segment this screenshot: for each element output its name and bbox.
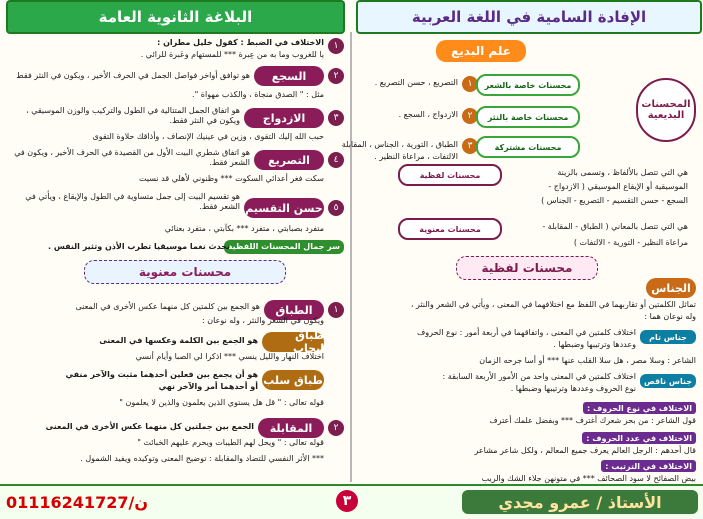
lafziya-section-title: محسنات لفظية <box>456 256 598 280</box>
lafziya-label: محسنات لفظية <box>398 164 502 186</box>
branch3-number: ٣ <box>462 138 478 154</box>
tam-text: اختلاف كلمتين في المعنى ، واتفاقهما في أربعة أمور : نوع الحروف <box>417 328 636 337</box>
center-node <box>636 78 696 142</box>
diff2-example: قال أحدهم : الرجل العالم يعرف جميع المعالم ، ولكل شاعر مشاعر <box>474 446 696 455</box>
tam-example: الشاعر : وسلا مصر ، هل سلا القلب عنها *** أو أسا جرحه الزمان <box>479 356 696 365</box>
branch3-label: محسنات مشتركة <box>476 136 580 158</box>
muqabala-example: قوله تعالى : " ويحل لهم الطيبات ويحرم عليهم الخبائث " <box>137 438 324 447</box>
tibaq-text2: ويكون في الشعر والنثر ، وله نوعان : <box>202 316 324 325</box>
secret-label: سر جمال المحسنات اللفظية <box>224 240 344 254</box>
ijab-text: هو الجمع بين الكلمة وعكسها في المعنى <box>99 336 258 345</box>
tam-label: جناس تام <box>640 330 696 344</box>
naqis-label: جناس ناقص <box>640 374 696 388</box>
izdiwaj-text: هو اتفاق الجمل المتتالية في الطول والتركيب والوزن الموسيقي ، ويكون في النثر فقط. <box>26 106 240 125</box>
author-name: الأستاذ / عمرو مجدي <box>462 490 698 514</box>
muqabala-title: المقابلة <box>258 418 324 438</box>
center-node-label: المحسنات البديعية <box>641 99 691 121</box>
tibaq-number: ١ <box>328 302 344 318</box>
muqabala-number: ٢ <box>328 420 344 436</box>
muqabala-effect: *** الأثر النفسي للتضاد والمقابلة : توضيح المعنى وتوكيده ويفيد الشمول . <box>80 454 324 463</box>
taqsim-title: حسن التقسيم <box>244 198 324 218</box>
ijab-example: اختلاف النهار والليل ينسي *** اذكرا لي الصبا وأيام أنسي <box>135 352 324 361</box>
tasri-example: سكت فغر أعدائي السكوت *** وظنوني لأهلي قد نسيت <box>138 174 324 183</box>
jinas-title: الجناس <box>646 278 696 298</box>
ijab-title: طباق إيجاب <box>262 332 324 352</box>
branch1-text: التصريع ، حسن التصريع . <box>374 78 458 87</box>
column-divider <box>350 32 352 482</box>
left-banner <box>6 0 345 34</box>
branch1-number: ١ <box>462 76 478 92</box>
tibaq-title: الطباق <box>264 300 324 320</box>
taqsim-text: هو تقسيم البيت إلى جمل متساوية في الطول والإيقاع ، ويأتي في الشعر فقط. <box>25 192 240 211</box>
diff1-title: الاختلاف في نوع الحروف : <box>583 402 696 414</box>
salb-text2: أو أحدهما أمر والآخر نهي <box>158 382 258 391</box>
branch1-label: محسنات خاصة بالشعر <box>476 74 580 96</box>
branch2-number: ٢ <box>462 108 478 124</box>
jinas-types: وله نوعان هما : <box>644 312 696 321</box>
maanawiya-label: محسنات معنوية <box>398 218 502 240</box>
saj-title: السجع <box>254 66 324 86</box>
item-number: ١ <box>328 38 344 54</box>
diff2-title: الاختلاف في عدد الحروف : <box>582 432 696 444</box>
naqis-text: اختلاف كلمتين في المعنى واحد من الأمور الأربعة السابقة : <box>442 372 636 381</box>
salb-title: طباق سلب <box>262 370 324 390</box>
right-banner <box>356 0 702 34</box>
lafziya-def: هي التي تتصل بالألفاظ ، وتسمى بالزينة <box>557 168 688 177</box>
lafziya-list: السجع - حسن التقسيم - التصريع - الجناس ) <box>541 196 688 205</box>
saj-number: ٢ <box>328 68 344 84</box>
salb-example: قوله تعالى : " قل هل يستوي الذين يعلمون والذين لا يعلمون " <box>119 398 324 407</box>
tam-text2: وعددها وترتيبها وضبطها . <box>553 340 636 349</box>
izdiwaj-title: الازدواج <box>244 108 324 128</box>
taqsim-example: متفرد بصبابتي ، متفرد *** بكآبتي ، متفرد بعنائي <box>164 224 324 233</box>
tasri-title: التصريع <box>254 150 324 170</box>
naqis-text2: نوع الحروف وعددها وترتيبها وضبطها . <box>510 384 636 393</box>
branch2-label: محسنات خاصة بالنثر <box>476 106 580 128</box>
tasri-number: ٤ <box>328 152 344 168</box>
left-column <box>6 34 346 480</box>
taqsim-number: ٥ <box>328 200 344 216</box>
diff3-title: الاختلاف في الترتيب : <box>601 460 696 472</box>
lafziya-desc: الموسيقية أو الإيقاع الموسيقي ( الازدواج - <box>548 182 688 191</box>
tibaq-text: هو الجمع بين كلمتين كل منهما عكس الأخرى في المعنى <box>75 302 260 311</box>
muqabala-text: الجمع بين جملتين كل منهما عكس الأخرى في المعنى <box>45 422 254 431</box>
left-banner-title: البلاغة الثانوية العامة <box>98 8 253 26</box>
diff1-example: قول الشاعر : من بحر شعرك أغترف *** وبفضل علمك أعترف <box>489 416 696 425</box>
right-banner-title: الإفادة السامية في اللغة العربية <box>411 8 647 26</box>
badi-title: علم البديع <box>436 40 526 62</box>
saj-example: مثل : " الصدق منجاة ، والكذب مهواة ". <box>192 90 324 99</box>
tasri-text: هو اتفاق شطري البيت الأول من القصيدة في الحرف الأخير ، ويكون في الشعر فقط. <box>14 148 250 167</box>
footer <box>0 484 703 519</box>
item1-line1: الاختلاف في الضبط : كقول خليل مطران : <box>157 38 324 47</box>
izdiwaj-number: ٣ <box>328 110 344 126</box>
item1-line2: يا للغروب وما به من عِبرة *** للمستهام وعَبرة للرائي . <box>140 50 324 59</box>
izdiwaj-example: حبب الله إليك التقوى ، وزين في عينيك الإنصاف ، وأذاقك حلاوة التقوى <box>92 132 324 141</box>
maanawiya-list: مراعاة النظير - التورية - الالتفات ) <box>573 238 688 247</box>
saj-text: هو توافق أواخر فواصل الجمل في الحرف الأخير ، ويكون في النثر فقط <box>16 71 250 80</box>
branch3-text: الطباق ، التورية ، الجناس ، المقابلة <box>341 140 458 149</box>
secret-text: تحدث نغما موسيقيا تطرب الأذن وتثير النفس . <box>48 242 230 251</box>
page-number: ٣ <box>336 490 358 512</box>
branch3-text2: الالتفات ، مراعاة النظير . <box>374 152 458 161</box>
maanawiya-def: هي التي تتصل بالمعاني ( الطباق - المقابلة - <box>542 222 688 231</box>
right-column <box>341 34 698 480</box>
phone-number: 01116241727/ن <box>6 492 148 512</box>
maanawiya-section-title: محسنات معنوية <box>84 260 286 284</box>
salb-text: هو أن يجمع بين فعلين أحدهما مثبت والآخر منفي <box>65 370 258 379</box>
jinas-text: تماثل الكلمتين أو تقاربهما في اللفظ مع اختلافهما في المعنى ، ويأتي في الشعر والنثر ، <box>410 300 696 309</box>
branch2-text: الازدواج ، السجع . <box>398 110 458 119</box>
diff3-example: بيض الصفائح لا سود الصحائف *** في متونهن جلاء الشك والريب <box>481 474 696 483</box>
